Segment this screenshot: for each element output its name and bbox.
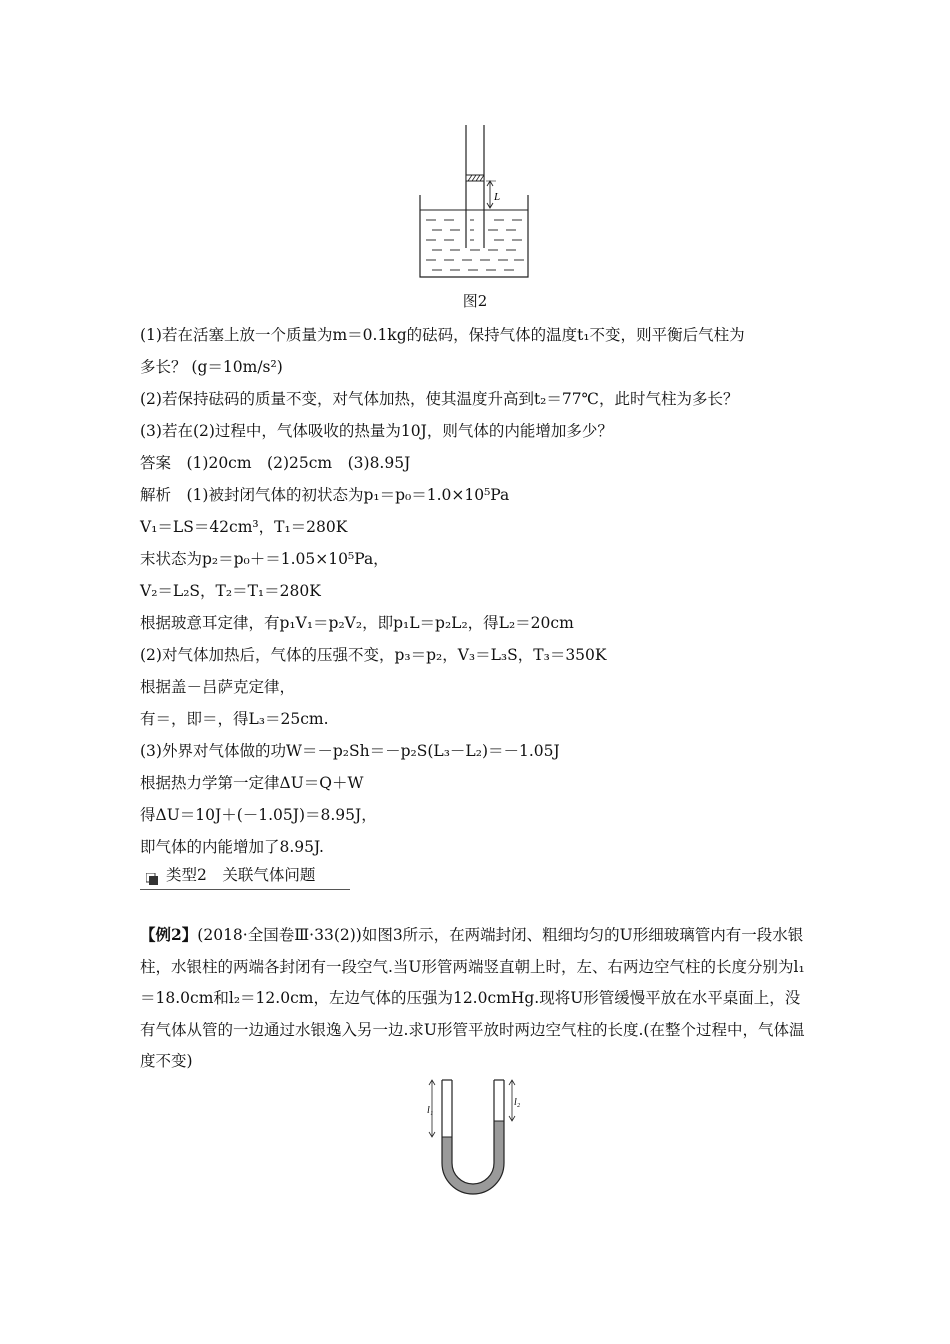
- section-title: 类型2 关联气体问题: [166, 866, 316, 884]
- example-2-paragraph: [140, 919, 812, 1078]
- solution-line-10: 根据热力学第一定律ΔU＝Q＋W: [140, 774, 364, 792]
- solution-line-11: 得ΔU＝10J＋(－1.05J)＝8.95J，: [140, 806, 377, 824]
- figure-2-diagram: [410, 120, 540, 280]
- label-l2: l₂: [514, 1097, 521, 1108]
- figure-3-u-tube: [420, 1075, 530, 1215]
- section-heading: [140, 861, 350, 890]
- solution-line-7: 根据盖－吕萨克定律，: [140, 678, 296, 696]
- example-2-text: (2018·全国卷Ⅲ·33(2))如图3所示，在两端封闭、粗细均匀的U形细玻璃管内有一段水银柱，水银柱的两端各封闭有一段空气.当U形管两端竖直朝上时，左、右两边空气柱的长度分别为l₁＝18.0cm和l₂＝12.0cm，左边气体的压强为12.0cmHg.现将U形管缓慢平放在水平桌面上，没有气体从管的一边通过水银逸入另一边.求U形管平放时两边空气柱的长度.(在整个过程中，气体温度不变): [140, 926, 805, 1070]
- solution-line-3: 末状态为p₂＝p₀＋＝1.05×10⁵Pa，: [140, 550, 389, 568]
- question-1-line-1: (1)若在活塞上放一个质量为m＝0.1kg的砝码，保持气体的温度t₁不变，则平衡后气柱为: [140, 326, 745, 344]
- answer-line: 答案 (1)20cm (2)25cm (3)8.95J: [140, 454, 411, 472]
- label-l1: l₁: [427, 1105, 434, 1116]
- solution-line-8: 有＝，即＝，得L₃＝25cm.: [140, 710, 329, 728]
- example-2-tag: 【例2】: [140, 925, 198, 944]
- figure-2-caption: 图2: [462, 292, 488, 310]
- solution-line-5: 根据玻意耳定律，有p₁V₁＝p₂V₂，即p₁L＝p₂L₂，得L₂＝20cm: [140, 614, 574, 632]
- solution-line-12: 即气体的内能增加了8.95J.: [140, 838, 324, 856]
- question-2: (2)若保持砝码的质量不变，对气体加热，使其温度升高到t₂＝77℃，此时气柱为多长？: [140, 390, 739, 408]
- solution-line-2: V₁＝LS＝42cm³，T₁＝280K: [140, 518, 348, 536]
- solution-line-6: (2)对气体加热后，气体的压强不变，p₃＝p₂，V₃＝L₃S，T₃＝350K: [140, 646, 607, 664]
- solution-line-9: (3)外界对气体做的功W＝－p₂Sh＝－p₂S(L₃－L₂)＝－1.05J: [140, 742, 560, 760]
- solution-line-1: 解析 (1)被封闭气体的初状态为p₁＝p₀＝1.0×10⁵Pa: [140, 486, 510, 504]
- section-square-icon: [146, 873, 158, 885]
- question-1-line-2: 多长？ (g＝10m/s²): [140, 358, 283, 376]
- label-L: L: [494, 191, 501, 203]
- question-3: (3)若在(2)过程中，气体吸收的热量为10J，则气体的内能增加多少？: [140, 422, 613, 440]
- solution-line-4: V₂＝L₂S，T₂＝T₁＝280K: [140, 582, 321, 600]
